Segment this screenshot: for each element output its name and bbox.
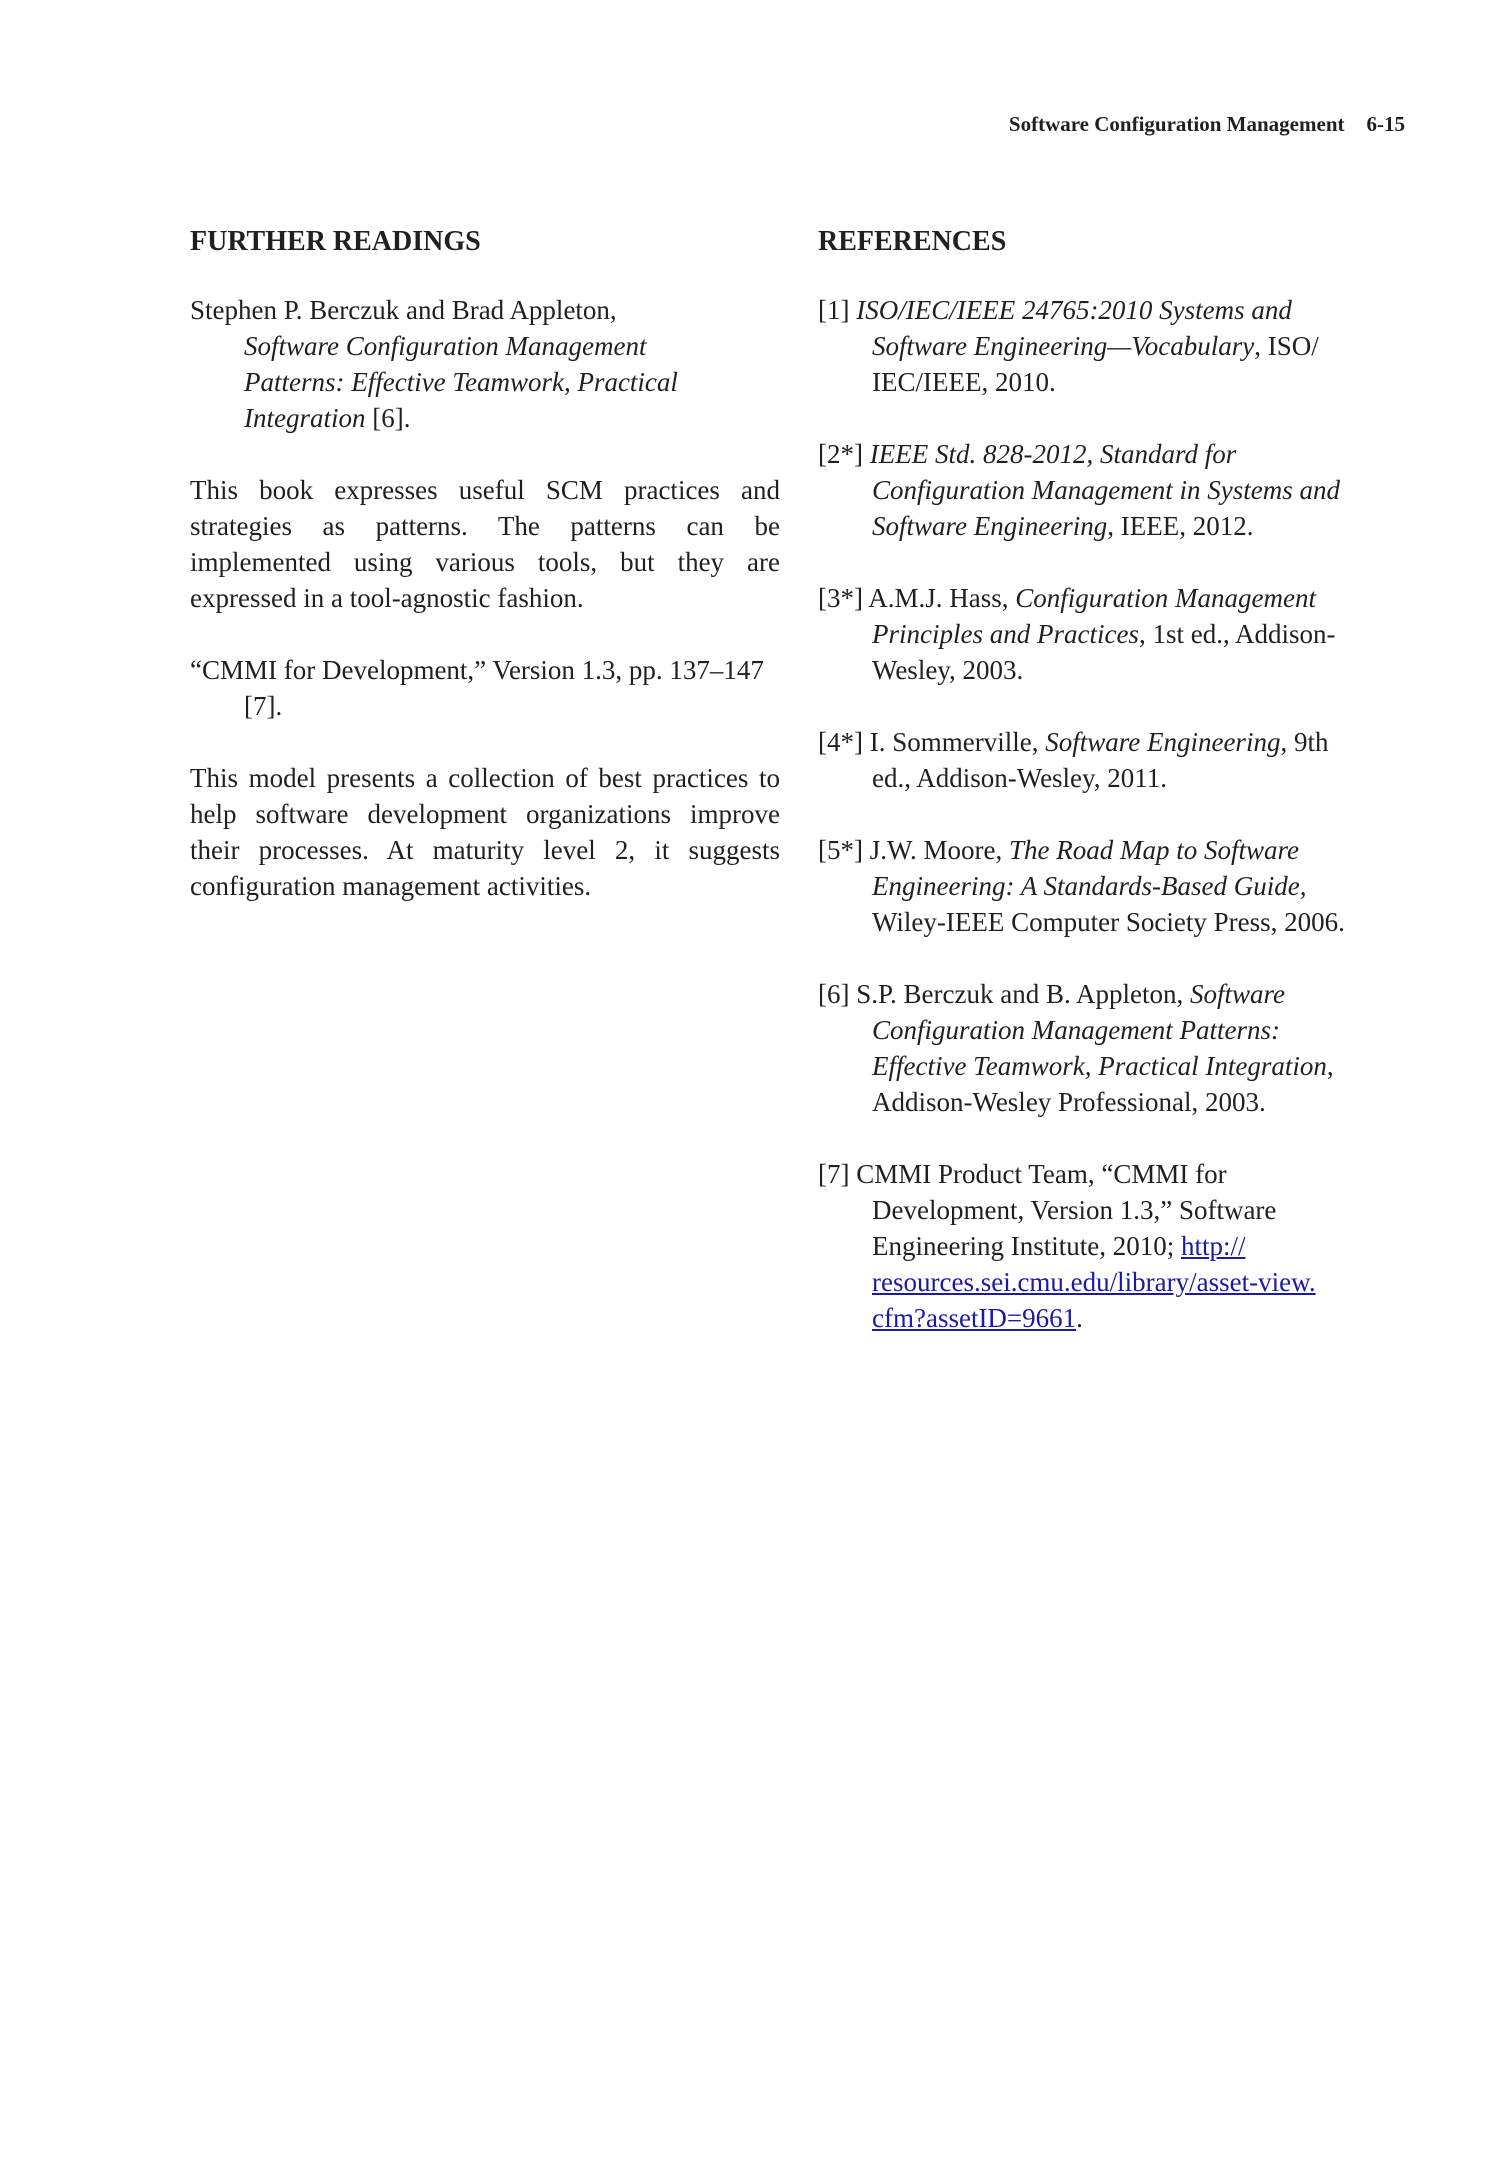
ref-label: [2*] bbox=[818, 439, 863, 469]
references-heading: REFERENCES bbox=[818, 226, 1007, 257]
reference-item-1: [1] ISO/IEC/IEEE 24765:2010 Systems and Software Engineering—Vocabulary, ISO/ IEC/IEEE, 2010. bbox=[818, 295, 1319, 397]
ref-label: [6] bbox=[818, 979, 850, 1009]
ref-title: The Road Map to Software Engineering: A Standards-Based Guide bbox=[872, 835, 1300, 901]
reference-item-5: [5*] J.W. Moore, The Road Map to Software Engineering: A Standards-Based Guide, Wiley-IEEE Computer Society Press, 2006. bbox=[818, 835, 1345, 937]
reference-item-4: [4*] I. Sommerville, Software Engineering, 9th ed., Addison-Wesley, 2011. bbox=[818, 727, 1329, 793]
ref-title: ISO/IEC/IEEE 24765:2010 Systems and Software Engineering—Vocabulary bbox=[856, 295, 1292, 361]
reference-item-6: [6] S.P. Berczuk and B. Appleton, Software Configuration Management Patterns: Effective Teamwork, Practical Integration, Addison-Wesley Professional, 2003. bbox=[818, 979, 1334, 1117]
ref-title: IEEE Std. 828-2012, Standard for Configuration Management in Systems and Software Engineering bbox=[869, 439, 1340, 541]
ref-label: [5*] bbox=[818, 835, 863, 865]
ref-label: [7] bbox=[818, 1159, 850, 1189]
reading-author: Stephen P. Berczuk and Brad Appleton, bbox=[190, 295, 617, 325]
further-readings-column bbox=[190, 220, 780, 940]
reading-description-cmmi: This model presents a collection of best practices to help software development organizations improve their processes. At maturity level 2, it suggests configuration management activities. bbox=[190, 763, 780, 901]
reading-citation: [6]. bbox=[365, 403, 411, 433]
reference-item-7: [7] CMMI Product Team, “CMMI for Development, Version 1.3,” Software Engineering Institute, 2010; http:// resources.sei.cmu.edu/library/asset-view. cfm?assetID=9661. bbox=[818, 1159, 1316, 1333]
ref-label: [4*] bbox=[818, 727, 863, 757]
reading-entry-berczuk bbox=[190, 292, 780, 436]
ref-title: Configuration Management Principles and Practices bbox=[872, 583, 1316, 649]
reading-description-berczuk: This book expresses useful SCM practices and strategies as patterns. The patterns can be implemented using various tools, but they are expressed in a tool-agnostic fashion. bbox=[190, 475, 780, 613]
further-readings-heading: FURTHER READINGS bbox=[190, 226, 481, 257]
reference-item-3: [3*] A.M.J. Hass, Configuration Management Principles and Practices, 1st ed., Addison- Wesley, 2003. bbox=[818, 583, 1336, 685]
page-number: 6-15 bbox=[1366, 112, 1405, 136]
reading-entry-cmmi: “CMMI for Development,” Version 1.3, pp. 137–147 [7]. bbox=[190, 655, 764, 721]
ref-label: [3*] bbox=[818, 583, 863, 613]
references-column bbox=[818, 220, 1418, 1372]
reference-item-2: [2*] IEEE Std. 828-2012, Standard for Configuration Management in Systems and Software Engineering, IEEE, 2012. bbox=[818, 439, 1340, 541]
ref-label: [1] bbox=[818, 295, 850, 325]
reference-url-link[interactable]: http:// resources.sei.cmu.edu/library/asset-view. cfm?assetID=9661 bbox=[872, 1231, 1316, 1333]
ref-title: Software Engineering bbox=[1045, 727, 1281, 757]
running-head bbox=[1009, 112, 1405, 137]
running-head-title: Software Configuration Management bbox=[1008, 112, 1345, 136]
ref-title: Software Configuration Management Patterns: Effective Teamwork, Practical Integration bbox=[872, 979, 1327, 1081]
reading-title: Software Configuration Management Patterns: Effective Teamwork, Practical Integration bbox=[244, 331, 678, 433]
